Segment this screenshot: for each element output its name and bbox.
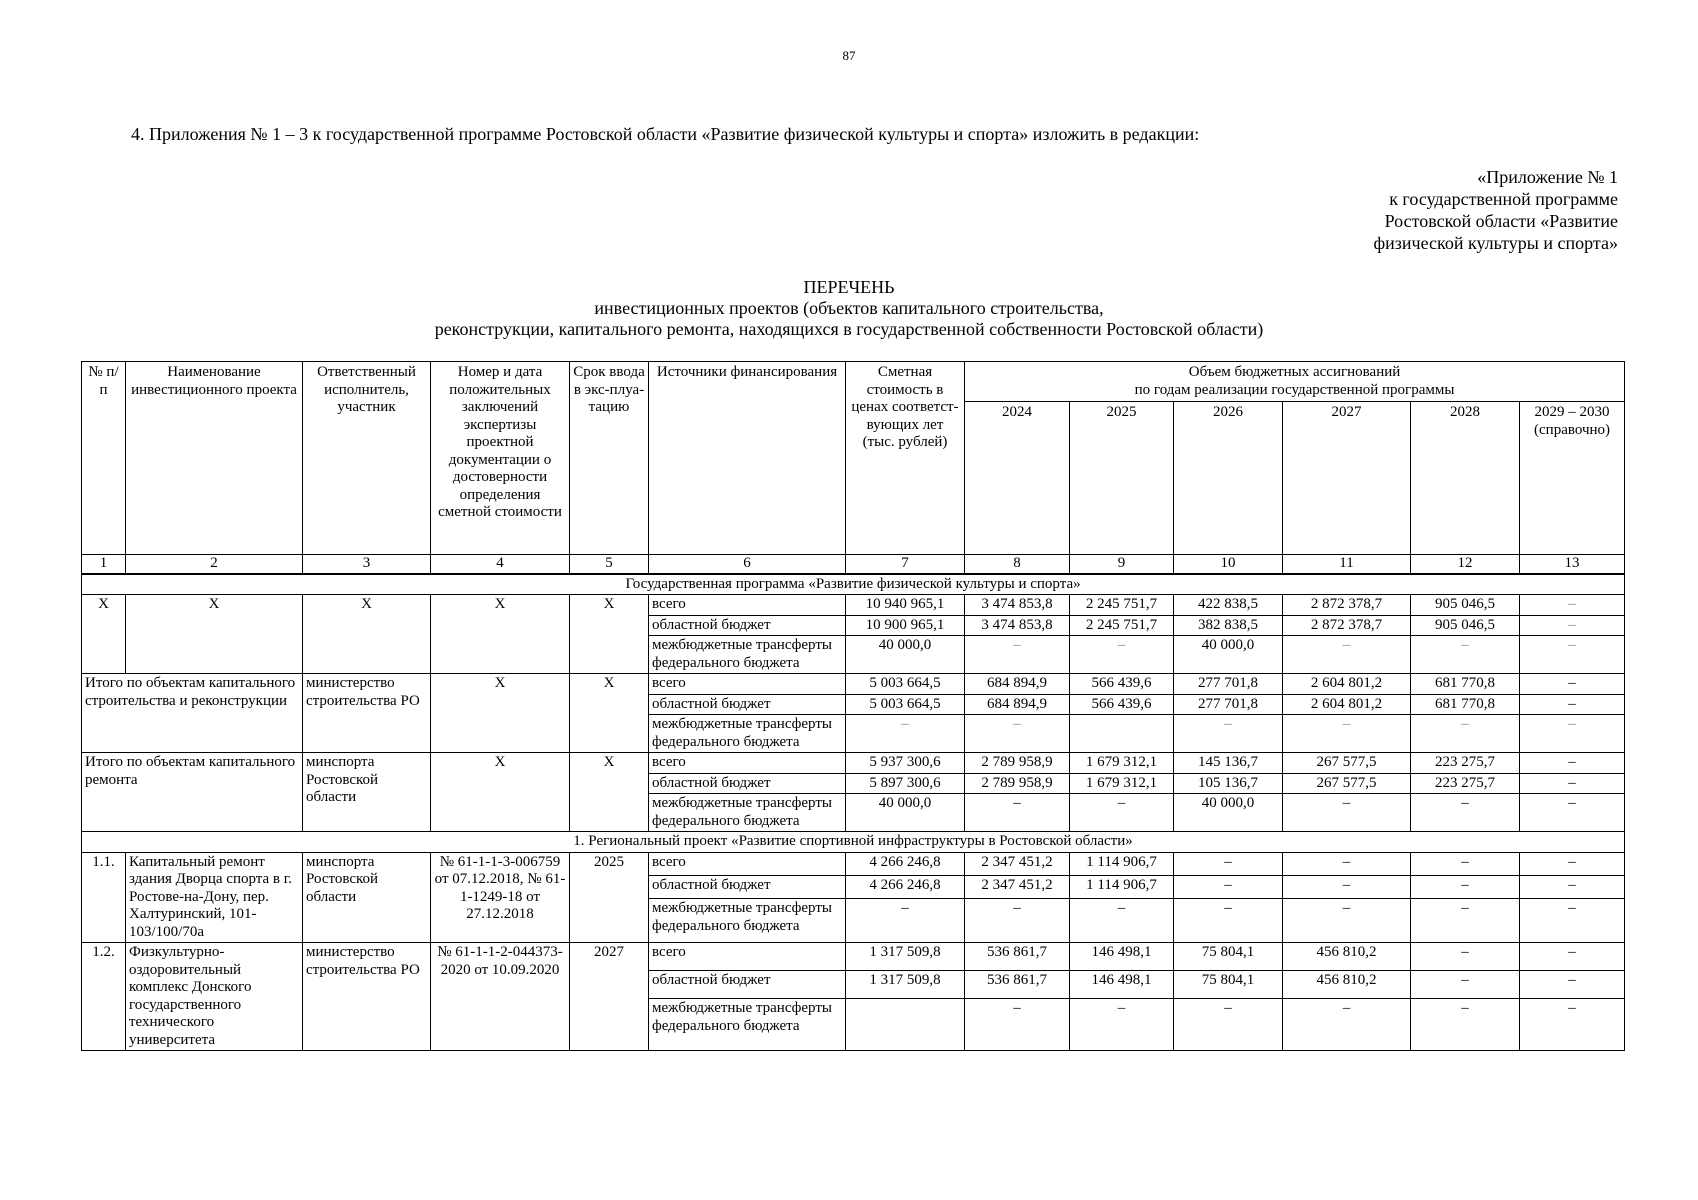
value-cell: – [1520,943,1625,971]
value-cell: 2 789 958,9 [965,773,1070,794]
value-cell: 456 810,2 [1283,971,1411,999]
column-number: 3 [303,555,431,574]
table-row [82,753,1625,774]
x-mark: X [82,595,126,674]
value-cell: – [1411,715,1520,753]
project-executor: министерство строительства РО [303,943,431,1051]
value-cell: 566 439,6 [1070,674,1174,695]
value-cell: – [965,636,1070,674]
value-cell: – [846,715,965,753]
value-cell: 40 000,0 [1174,794,1283,832]
column-number: 10 [1174,555,1283,574]
value-cell: – [1411,875,1520,898]
construction-executor: министерство строительства РО [303,674,431,753]
repair-executor: минспорта Ростовской области [303,753,431,832]
repair-total-name: Итого по объектам капитального ремонта [82,753,303,832]
project-expertise: № 61-1-1-3-006759 от 07.12.2018, № 61-1-1249-18 от 27.12.2018 [431,852,570,943]
value-cell: 1 317 509,8 [846,943,965,971]
source-regional: областной бюджет [649,615,846,636]
header-executor: Ответственный исполнитель, участник [303,362,431,555]
header-year: 2025 [1070,402,1174,555]
value-cell: – [965,715,1070,753]
value-cell: – [1070,636,1174,674]
value-cell: – [1070,794,1174,832]
source-total: всего [649,595,846,616]
value-cell: – [1520,595,1625,616]
source-regional: областной бюджет [649,875,846,898]
investment-projects-table [81,361,1625,1051]
source-regional: областной бюджет [649,773,846,794]
column-number: 8 [965,555,1070,574]
value-cell: – [1520,636,1625,674]
value-cell: – [1070,999,1174,1051]
header-year: 2028 [1411,402,1520,555]
value-cell: – [1520,999,1625,1051]
value-cell: 2 347 451,2 [965,875,1070,898]
source-total: всего [649,852,846,875]
header-volume-line: Объем бюджетных ассигнований [1188,364,1401,380]
value-cell: – [1174,715,1283,753]
column-number: 1 [82,555,126,574]
value-cell: 5 937 300,6 [846,753,965,774]
value-cell: – [1283,852,1411,875]
column-number: 7 [846,555,965,574]
value-cell: 1 317 509,8 [846,971,965,999]
column-number: 12 [1411,555,1520,574]
value-cell: – [1411,943,1520,971]
source-federal: межбюджетные трансферты федерального бюджета [649,794,846,832]
x-mark: X [431,674,570,753]
table-row [82,674,1625,695]
value-cell: 2 872 378,7 [1283,595,1411,616]
appendix-line: Ростовской области «Развитие [1384,211,1618,231]
source-federal: межбюджетные трансферты федерального бюджета [649,899,846,943]
header-year-last-range: 2029 – 2030 [1534,404,1610,420]
value-cell: 3 474 853,8 [965,615,1070,636]
value-cell: – [1174,999,1283,1051]
x-mark: X [570,674,649,753]
value-cell: 277 701,8 [1174,674,1283,695]
value-cell: – [1283,899,1411,943]
value-cell: – [1283,794,1411,832]
column-number: 9 [1070,555,1174,574]
x-mark: X [431,595,570,674]
value-cell: 4 266 246,8 [846,875,965,898]
header-sources: Источники финансирования [649,362,846,555]
value-cell: – [1520,715,1625,753]
value-cell: – [965,794,1070,832]
title-line: ПЕРЕЧЕНЬ [803,277,895,297]
value-cell: – [1520,875,1625,898]
header-year-last [1520,402,1625,555]
value-cell: 536 861,7 [965,971,1070,999]
value-cell: 2 245 751,7 [1070,595,1174,616]
source-federal: межбюджетные трансферты федерального бюджета [649,636,846,674]
value-cell: 684 894,9 [965,694,1070,715]
value-cell: 2 789 958,9 [965,753,1070,774]
construction-total-name: Итого по объектам капитального строительства и реконструкции [82,674,303,753]
column-number-row [82,555,1625,574]
source-regional: областной бюджет [649,971,846,999]
source-federal: межбюджетные трансферты федерального бюджета [649,715,846,753]
appendix-line: физической культуры и спорта» [1373,233,1618,253]
document-title [0,277,1698,340]
value-cell: 1 679 312,1 [1070,753,1174,774]
table-row [82,852,1625,875]
value-cell: 267 577,5 [1283,753,1411,774]
x-mark: X [303,595,431,674]
value-cell: 905 046,5 [1411,595,1520,616]
value-cell: – [1411,794,1520,832]
value-cell: – [1283,875,1411,898]
value-cell: 1 679 312,1 [1070,773,1174,794]
value-cell: 1 114 906,7 [1070,875,1174,898]
source-regional: областной бюджет [649,694,846,715]
value-cell: – [1520,899,1625,943]
header-term: Срок ввода в экс-плуа-тацию [570,362,649,555]
subproject-title: 1. Региональный проект «Развитие спортивной инфраструктуры в Ростовской области» [82,832,1625,853]
value-cell: – [1411,971,1520,999]
header-num: № п/п [82,362,126,555]
source-total: всего [649,753,846,774]
column-number: 13 [1520,555,1625,574]
value-cell: 4 266 246,8 [846,852,965,875]
project-term: 2025 [570,852,649,943]
value-cell: – [1411,636,1520,674]
value-cell: 5 003 664,5 [846,674,965,695]
intro-text: 4. Приложения № 1 – 3 к государственной программе Ростовской области «Развитие физической культуры и спорта» изложить в редакции: [131,124,1200,144]
project-number: 1.2. [82,943,126,1051]
project-name: Капитальный ремонт здания Дворца спорта в г. Ростове-на-Дону, пер. Халтуринский, 101-103/100/70а [126,852,303,943]
header-volume [965,362,1625,402]
value-cell: 684 894,9 [965,674,1070,695]
value-cell: 75 804,1 [1174,943,1283,971]
value-cell: – [1520,971,1625,999]
x-mark: X [570,595,649,674]
value-cell: 146 498,1 [1070,971,1174,999]
header-year: 2026 [1174,402,1283,555]
value-cell: – [1283,636,1411,674]
value-cell: 10 900 965,1 [846,615,965,636]
value-cell: 422 838,5 [1174,595,1283,616]
value-cell: – [1283,999,1411,1051]
header-year: 2024 [965,402,1070,555]
value-cell: 2 604 801,2 [1283,694,1411,715]
value-cell: – [1174,875,1283,898]
value-cell: – [1411,899,1520,943]
value-cell: 456 810,2 [1283,943,1411,971]
column-number: 5 [570,555,649,574]
value-cell: 40 000,0 [1174,636,1283,674]
value-cell: – [965,899,1070,943]
value-cell: 277 701,8 [1174,694,1283,715]
project-executor: минспорта Ростовской области [303,852,431,943]
value-cell: 536 861,7 [965,943,1070,971]
appendix-caption [1298,166,1618,254]
value-cell: 5 897 300,6 [846,773,965,794]
header-year-last-note: (справочно) [1534,421,1611,438]
header-name: Наименование инвестиционного проекта [126,362,303,555]
value-cell: 5 003 664,5 [846,694,965,715]
value-cell: – [1520,753,1625,774]
value-cell: 267 577,5 [1283,773,1411,794]
value-cell: – [1520,615,1625,636]
value-cell: 223 275,7 [1411,773,1520,794]
x-mark: X [431,753,570,832]
column-number: 6 [649,555,846,574]
value-cell: 382 838,5 [1174,615,1283,636]
value-cell: 3 474 853,8 [965,595,1070,616]
value-cell: 105 136,7 [1174,773,1283,794]
value-cell: 2 347 451,2 [965,852,1070,875]
value-cell: 2 872 378,7 [1283,615,1411,636]
header-year: 2027 [1283,402,1411,555]
value-cell: 145 136,7 [1174,753,1283,774]
value-cell: 223 275,7 [1411,753,1520,774]
title-line: инвестиционных проектов (объектов капитального строительства, [594,298,1104,318]
value-cell: 10 940 965,1 [846,595,965,616]
value-cell: 566 439,6 [1070,694,1174,715]
x-mark: X [126,595,303,674]
title-line: реконструкции, капитального ремонта, находящихся в государственной собственности Ростовской области) [434,319,1264,339]
appendix-line: к государственной программе [1389,189,1618,209]
header-volume-line: по годам реализации государственной программы [1134,381,1455,398]
project-expertise: № 61-1-1-2-044373-2020 от 10.09.2020 [431,943,570,1051]
value-cell: – [1411,852,1520,875]
program-title-row [82,574,1625,595]
header-row [82,362,1625,402]
value-cell: – [1411,999,1520,1051]
value-cell: – [1070,899,1174,943]
value-cell: – [846,899,965,943]
value-cell: 2 604 801,2 [1283,674,1411,695]
header-cost: Сметная стоимость в ценах соответст-вующих лет (тыс. рублей) [846,362,965,555]
value-cell: – [1174,852,1283,875]
x-mark: X [570,753,649,832]
table-row [82,595,1625,616]
value-cell: – [1520,773,1625,794]
value-cell: 905 046,5 [1411,615,1520,636]
source-total: всего [649,943,846,971]
value-cell: – [965,999,1070,1051]
source-federal: межбюджетные трансферты федерального бюджета [649,999,846,1051]
column-number: 11 [1283,555,1411,574]
value-cell: 681 770,8 [1411,674,1520,695]
value-cell: 75 804,1 [1174,971,1283,999]
value-cell [846,999,965,1051]
header-expertise: Номер и дата положительных заключений экспертизы проектной документации о достоверности определения сметной стоимости [431,362,570,555]
value-cell: 40 000,0 [846,794,965,832]
appendix-line: «Приложение № 1 [1477,167,1618,187]
column-number: 2 [126,555,303,574]
value-cell: – [1520,852,1625,875]
project-name: Физкультурно-оздоровительный комплекс Донского государственного технического университета [126,943,303,1051]
value-cell: – [1520,694,1625,715]
program-title: Государственная программа «Развитие физической культуры и спорта» [82,574,1625,595]
value-cell [1070,715,1174,753]
source-total: всего [649,674,846,695]
value-cell: 681 770,8 [1411,694,1520,715]
project-number: 1.1. [82,852,126,943]
value-cell: 146 498,1 [1070,943,1174,971]
column-number: 4 [431,555,570,574]
value-cell: – [1283,715,1411,753]
table-row [82,943,1625,971]
value-cell: – [1520,674,1625,695]
value-cell: – [1520,794,1625,832]
value-cell: 2 245 751,7 [1070,615,1174,636]
subproject-title-row [82,832,1625,853]
page-number: 87 [842,48,856,63]
value-cell: 1 114 906,7 [1070,852,1174,875]
value-cell: – [1174,899,1283,943]
project-term: 2027 [570,943,649,1051]
value-cell: 40 000,0 [846,636,965,674]
